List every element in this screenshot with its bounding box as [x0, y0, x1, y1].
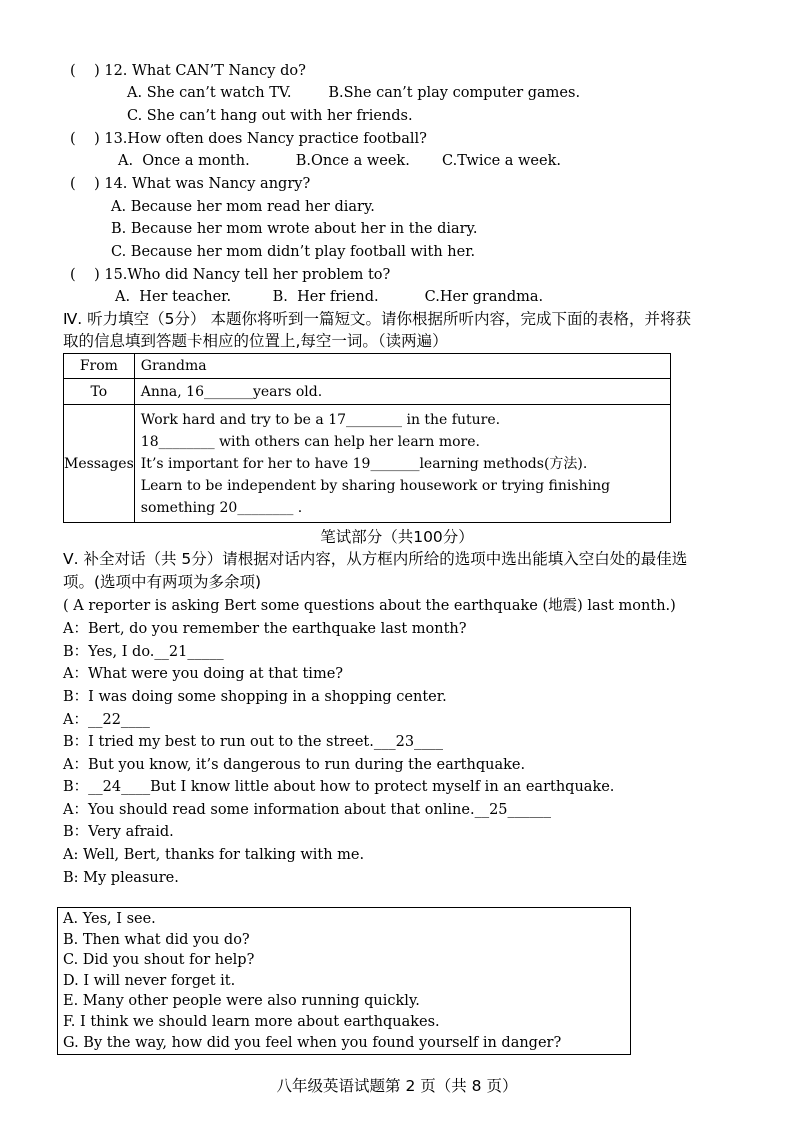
dialogue-line: A：You should read some information about that online.__25______	[63, 802, 552, 818]
dialogue-line: A：__22____	[63, 712, 150, 728]
written-part-title: 笔试部分（共100分）	[320, 528, 474, 546]
to-value: Anna, 16_______years old.	[134, 379, 670, 405]
options-box	[57, 907, 631, 1055]
message-line: Learn to be independent by sharing housework or trying finishing	[140, 477, 611, 494]
question-12-option-c: C. She can’t hang out with her friends.	[127, 108, 413, 124]
page-footer: 八年级英语试题第 2 页（共 8 页）	[276, 1077, 518, 1095]
question-12-options-ab: A. She can’t watch TV. B.She can’t play computer games.	[127, 85, 581, 101]
dialogue-line: B：I tried my best to run out to the street.___23____	[63, 734, 444, 750]
option-item: G. By the way, how did you feel when you found yourself in danger?	[63, 1034, 562, 1051]
message-line: something 20________ .	[140, 499, 303, 516]
message-line: It’s important for her to have 19_______learning methods(方法).	[140, 455, 588, 472]
option-item: A. Yes, I see.	[63, 911, 156, 927]
option-item: C. Did you shout for help?	[63, 952, 255, 969]
dialogue-line: A：But you know, it’s dangerous to run during the earthquake.	[63, 757, 526, 773]
section-4-heading-line1: Ⅳ. 听力填空（5分） 本题你将听到一篇短文。请你根据所听内容，完成下面的表格，并将获	[63, 310, 691, 328]
dialogue-line: A：What were you doing at that time?	[63, 666, 344, 682]
dialogue-line: B：Yes, I do.__21_____	[63, 644, 224, 660]
option-item: D. I will never forget it.	[63, 972, 236, 989]
table-row-from	[64, 354, 671, 379]
dialogue-line: A: Well, Bert, thanks for talking with me.	[63, 847, 365, 863]
table-row-to	[64, 379, 671, 405]
dialogue-line: A：Bert, do you remember the earthquake last month?	[63, 621, 467, 637]
section-4-heading-line2: 取的信息填到答题卡相应的位置上,每空一词。（读两遍）	[63, 332, 448, 350]
message-line: 18________ with others can help her learn more.	[140, 433, 480, 450]
from-value: Grandma	[134, 354, 670, 379]
dialogue-line: B：Very afraid.	[63, 824, 174, 840]
messages-cell	[134, 405, 670, 523]
question-14-stem: ( ) 14. What was Nancy angry?	[70, 176, 311, 192]
question-13-options: A. Once a month. B.Once a week. C.Twice a week.	[118, 153, 561, 169]
question-14-option-a: A. Because her mom read her diary.	[111, 199, 375, 215]
to-label: To	[64, 379, 135, 405]
question-14-option-c: C. Because her mom didn’t play football with her.	[111, 244, 476, 260]
table-row-messages	[64, 405, 671, 523]
question-13-stem: ( ) 13.How often does Nancy practice football?	[70, 131, 427, 147]
option-item: F. I think we should learn more about earthquakes.	[63, 1013, 440, 1030]
option-item: B. Then what did you do?	[63, 931, 250, 948]
listening-info-table	[63, 353, 671, 523]
section-5-heading-line2: 项。(选项中有两项为多余项)	[63, 573, 262, 591]
dialogue-context: ( A reporter is asking Bert some questions about the earthquake (地震) last month.)	[63, 598, 676, 614]
option-item: E. Many other people were also running quickly.	[63, 993, 420, 1010]
from-label: From	[64, 354, 135, 379]
messages-label: Messages	[64, 405, 135, 523]
dialogue-line: B：__24____But I know little about how to protect myself in an earthquake.	[63, 779, 615, 795]
question-14-option-b: B. Because her mom wrote about her in the diary.	[111, 221, 478, 237]
question-15-options: A. Her teacher. B. Her friend. C.Her grandma.	[115, 289, 544, 305]
dialogue-line: B: My pleasure.	[63, 870, 179, 886]
question-15-stem: ( ) 15.Who did Nancy tell her problem to?	[70, 267, 391, 283]
section-5-heading-line1: Ⅴ. 补全对话（共 5分）请根据对话内容，从方框内所给的选项中选出能填入空白处的最佳选	[63, 550, 688, 568]
question-12-stem: ( ) 12. What CAN’T Nancy do?	[70, 63, 306, 79]
message-line: Work hard and try to be a 17________ in the future.	[140, 411, 501, 428]
dialogue-line: B：I was doing some shopping in a shopping center.	[63, 689, 447, 705]
